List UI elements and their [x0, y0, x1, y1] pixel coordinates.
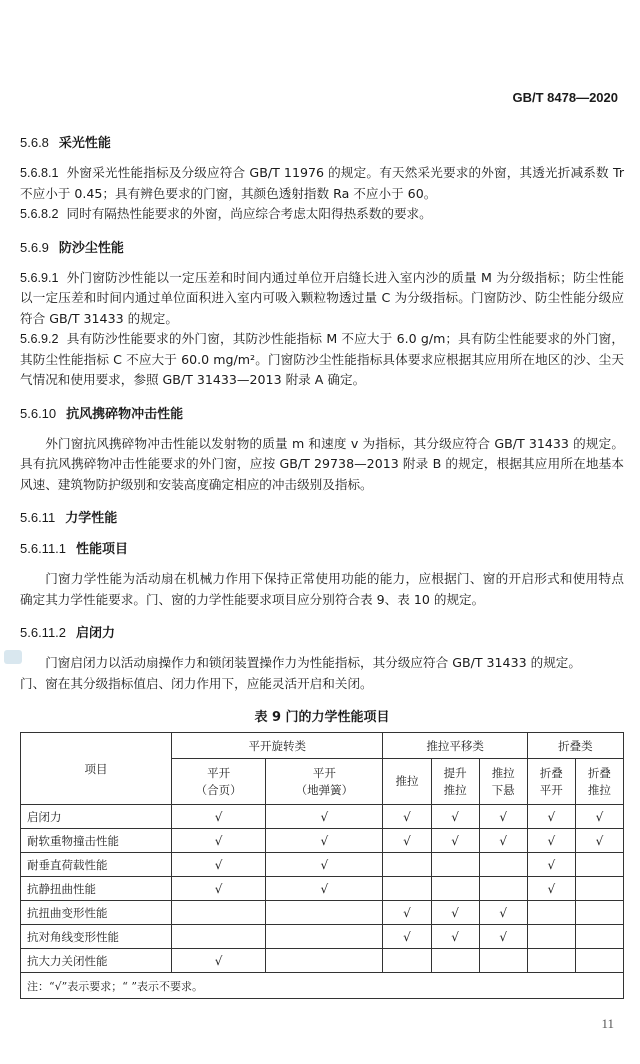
table-cell: √ — [266, 877, 383, 901]
section-heading-5-6-11-2: 5.6.11.2 启闭力 — [20, 625, 116, 641]
section-heading-5-6-11-1: 5.6.11.1 性能项目 — [20, 541, 129, 557]
table-row — [21, 901, 624, 925]
table-cell — [479, 949, 527, 973]
table-cell — [266, 925, 383, 949]
paragraph-5-6-11-2-a: 门窗启闭力以活动扇操作力和锁闭装置操作力为性能指标，其分级应符合 GB/T 31433 的规定。 — [45, 655, 581, 670]
table-cell: √ — [383, 805, 431, 829]
table-cell: √ — [527, 805, 575, 829]
paragraph-5-6-8-2: 5.6.8.2 同时有隔热性能要求的外窗，尚应综合考虑太阳得热系数的要求。 — [20, 206, 432, 221]
table-cell — [479, 853, 527, 877]
table-cell: √ — [479, 925, 527, 949]
paragraph-5-6-9-1: 5.6.9.1 外门窗防沙性能以一定压差和时间内通过单位开启缝长进入室内沙的质量 M 为分级指标；防尘性能以一定压差和时间内通过单位面积进入室内可吸入颗粒物透过量 C 为分级指标。门窗防沙、防尘性能分级应符合 GB/T 31433 的规定。 — [20, 269, 624, 326]
table-cell — [575, 925, 623, 949]
table-cell — [431, 949, 479, 973]
table-row-label: 抗对角线变形性能 — [21, 925, 172, 949]
table-9-caption: 表 9 门的力学性能项目 — [254, 710, 390, 725]
table-cell: √ — [527, 829, 575, 853]
table-subheader-line1: 推拉 — [491, 765, 515, 780]
table-cell: √ — [431, 901, 479, 925]
table-cell: √ — [172, 853, 266, 877]
document-body — [20, 132, 624, 999]
paragraph-5-6-9-2: 5.6.9.2 具有防沙性能要求的外门窗，其防沙性能指标 M 不应大于 6.0 g/m；具有防尘性能要求的外门窗，其防尘性能指标 C 不应大于 60.0 mg/m²。门窗防沙尘性能指标具体要求应根据其应用所在地区的沙、尘天气情况和使用要求，参照 GB/T 31433—2013 附录 A 确定。 — [20, 331, 624, 387]
paragraph-5-6-8-1: 5.6.8.1 外窗采光性能指标及分级应符合 GB/T 11976 的规定。有天然采光要求的外窗，其透光折减系数 Tr 不应小于 0.45；具有辨色要求的门窗，其颜色透射指数 Ra 不应小于 60。 — [20, 165, 624, 201]
table-subheader — [266, 759, 383, 805]
table-cell — [575, 853, 623, 877]
table-row-label: 抗扭曲变形性能 — [21, 901, 172, 925]
table-cell — [527, 901, 575, 925]
table-cell: √ — [479, 829, 527, 853]
table-row — [21, 853, 624, 877]
table-subheader-line1: 提升 — [443, 765, 467, 780]
section-heading-5-6-10: 5.6.10 抗风携碎物冲击性能 — [20, 405, 184, 422]
table-cell — [383, 853, 431, 877]
table-subheader — [172, 759, 266, 805]
table-row-label: 抗大力关闭性能 — [21, 949, 172, 973]
table-cell — [527, 949, 575, 973]
paragraph-5-6-11-1: 门窗力学性能为活动扇在机械力作用下保持正常使用功能的能力，应根据门、窗的开启形式和使用特点确定其力学性能要求。门、窗的力学性能要求项目应分别符合表 9、表 10 的规定。 — [20, 571, 624, 607]
table-cell — [383, 949, 431, 973]
table-subheader-line1: 折叠 — [587, 765, 611, 780]
table-group-header: 推拉平移类 — [383, 733, 527, 759]
table-cell — [383, 877, 431, 901]
table-subheader — [527, 759, 575, 805]
paragraph-5-6-11-2-b: 门、窗在其分级指标值启、闭力作用下，应能灵活开启和关闭。 — [20, 675, 373, 691]
table-cell: √ — [527, 877, 575, 901]
table-cell — [266, 901, 383, 925]
section-heading-5-6-11: 5.6.11 力学性能 — [20, 510, 118, 526]
table-cell — [527, 925, 575, 949]
table-note: 注：“√”表示要求；“ ”表示不要求。 — [21, 973, 624, 999]
table-subheader — [575, 759, 623, 805]
table-subheader-line2: （地弹簧） — [295, 782, 354, 797]
table-row — [21, 949, 624, 973]
table-subheader-line1: 平开 — [207, 765, 231, 780]
table-row-label: 耐软重物撞击性能 — [21, 829, 172, 853]
table-subheader-line2: 推拉 — [443, 782, 467, 797]
table-cell: √ — [527, 853, 575, 877]
table-cell: √ — [172, 949, 266, 973]
table-subheader-line1: 推拉 — [395, 774, 419, 788]
table-cell: √ — [575, 805, 623, 829]
page-number: 11 — [601, 1016, 614, 1031]
section-heading-5-6-9: 5.6.9 防沙尘性能 — [20, 239, 124, 256]
paragraph-5-6-10: 外门窗抗风携碎物冲击性能以发射物的质量 m 和速度 v 为指标，其分级应符合 GB/T 31433 的规定。具有抗风携碎物冲击性能要求的外门窗，应按 GB/T 29738—2013 附录 B 的规定，根据其应用所在地基本风速、建筑物防护级别和安装高度确定相应的冲击级别及指标。 — [20, 435, 624, 492]
table-header-item: 项目 — [21, 733, 172, 805]
table-subheader — [431, 759, 479, 805]
table-row — [21, 925, 624, 949]
table-row-label: 抗静扭曲性能 — [21, 877, 172, 901]
table-subheader-line2: 平开 — [539, 782, 563, 797]
table-cell — [431, 877, 479, 901]
standard-number: GB/T 8478—2020 — [512, 90, 618, 105]
table-group-header: 平开旋转类 — [172, 733, 383, 759]
table-cell: √ — [172, 805, 266, 829]
table-cell: √ — [172, 877, 266, 901]
table-row-label: 耐垂直荷载性能 — [21, 853, 172, 877]
table-cell: √ — [479, 901, 527, 925]
table-subheader-line2: （合页） — [195, 782, 242, 797]
table-cell — [266, 949, 383, 973]
table-cell: √ — [266, 853, 383, 877]
table-subheader — [383, 759, 431, 805]
table-subheader-line2: 下悬 — [491, 782, 515, 797]
table-cell: √ — [431, 829, 479, 853]
table-row — [21, 877, 624, 901]
table-cell: √ — [431, 805, 479, 829]
table-subheader — [479, 759, 527, 805]
table-subheader-line1: 折叠 — [539, 765, 563, 780]
table-9 — [20, 732, 624, 999]
table-cell: √ — [431, 925, 479, 949]
table-subheader-line2: 推拉 — [587, 782, 611, 797]
table-row — [21, 829, 624, 853]
table-cell — [575, 949, 623, 973]
table-row — [21, 805, 624, 829]
table-cell — [172, 925, 266, 949]
table-subheader-line1: 平开 — [312, 765, 336, 780]
table-row-label: 启闭力 — [21, 805, 172, 829]
table-cell: √ — [383, 829, 431, 853]
table-cell: √ — [172, 829, 266, 853]
table-cell — [575, 877, 623, 901]
table-cell: √ — [266, 829, 383, 853]
table-cell: √ — [383, 901, 431, 925]
table-cell: √ — [266, 805, 383, 829]
table-cell — [172, 901, 266, 925]
table-cell — [575, 901, 623, 925]
table-group-header: 折叠类 — [527, 733, 623, 759]
table-cell — [479, 877, 527, 901]
table-cell: √ — [479, 805, 527, 829]
section-heading-5-6-8: 5.6.8 采光性能 — [20, 135, 111, 151]
table-cell: √ — [575, 829, 623, 853]
table-cell — [431, 853, 479, 877]
table-cell: √ — [383, 925, 431, 949]
